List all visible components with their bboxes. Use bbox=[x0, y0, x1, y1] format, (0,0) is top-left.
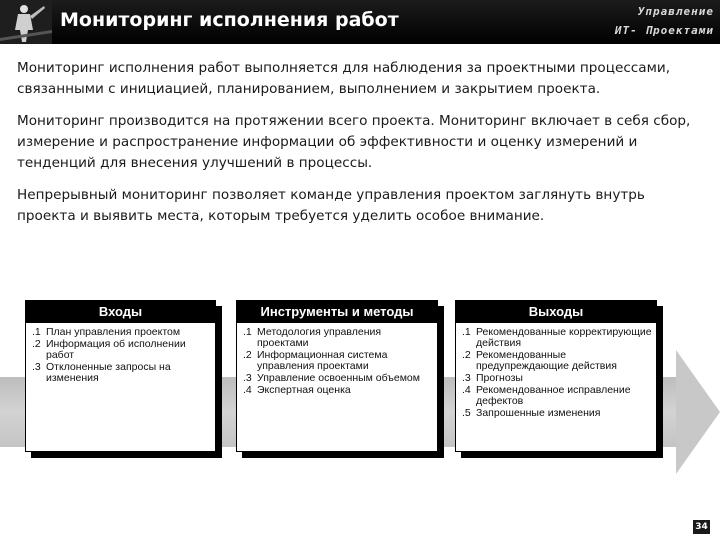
logo-figure-icon bbox=[0, 0, 52, 44]
outputs-panel-title: Выходы bbox=[456, 301, 656, 323]
item-text: Прогнозы bbox=[476, 372, 523, 384]
body-text bbox=[17, 58, 707, 238]
item-number: .4 bbox=[462, 384, 471, 396]
item-text: Экспертная оценка bbox=[257, 384, 351, 396]
item-text: Информация об исполнении работ bbox=[46, 338, 186, 361]
item-text: Управление освоенным объемом bbox=[257, 372, 420, 384]
process-arrow-head bbox=[676, 350, 720, 474]
page-number: 34 bbox=[693, 520, 710, 534]
list-item bbox=[462, 373, 652, 384]
item-text: План управления проектом bbox=[46, 326, 181, 338]
list-item bbox=[243, 385, 433, 396]
header-bar bbox=[0, 0, 720, 44]
logo bbox=[0, 0, 52, 44]
item-text: Рекомендованные предупреждающие действия bbox=[476, 349, 617, 372]
item-text: Рекомендованное исправление дефектов bbox=[476, 384, 631, 407]
item-text: Методология управления проектами bbox=[257, 326, 382, 349]
item-text: Информационная система управления проектами bbox=[257, 349, 388, 372]
item-text: Отклоненные запросы на изменения bbox=[46, 361, 171, 384]
tools-panel-title: Инструменты и методы bbox=[237, 301, 437, 323]
paragraph-1: Мониторинг исполнения работ выполняется для наблюдения за проектными процессами, связанными с инициацией, планированием, выполнением и закрытием проекта. bbox=[17, 60, 671, 97]
paragraph-3: Непрерывный мониторинг позволяет команде управления проектом заглянуть внутрь проекта и выявить места, которым требуется уделить особое внимание. bbox=[17, 187, 645, 224]
item-number: .2 bbox=[462, 349, 471, 361]
item-number: .3 bbox=[462, 372, 471, 384]
paragraph-2: Мониторинг производится на протяжении всего проекта. Мониторинг включает в себя сбор, измерение и распространение информации об эффективности и оценку измерений и тенденций для внесения улучшений в процессы. bbox=[17, 113, 691, 171]
brand-line-1: Управление bbox=[637, 5, 714, 18]
list-item bbox=[32, 327, 211, 338]
list-item bbox=[462, 385, 652, 407]
item-number: .2 bbox=[243, 349, 252, 361]
page-title: Мониторинг исполнения работ bbox=[60, 9, 399, 31]
inputs-list bbox=[26, 327, 215, 384]
item-number: .1 bbox=[243, 326, 252, 338]
item-text: Запрошенные изменения bbox=[476, 407, 601, 419]
item-number: .2 bbox=[32, 338, 41, 350]
brand-text bbox=[615, 2, 714, 40]
outputs-list bbox=[456, 327, 656, 419]
list-item bbox=[32, 339, 211, 361]
tools-panel bbox=[236, 300, 438, 452]
item-number: .3 bbox=[32, 361, 41, 373]
item-number: .3 bbox=[243, 372, 252, 384]
item-text: Рекомендованные корректирующие действия bbox=[476, 326, 652, 349]
inputs-panel bbox=[25, 300, 216, 452]
list-item bbox=[32, 362, 211, 384]
item-number: .5 bbox=[462, 407, 471, 419]
item-number: .4 bbox=[243, 384, 252, 396]
item-number: .1 bbox=[32, 326, 41, 338]
outputs-panel bbox=[455, 300, 657, 452]
item-number: .1 bbox=[462, 326, 471, 338]
list-item bbox=[243, 350, 433, 372]
tools-list bbox=[237, 327, 437, 396]
list-item bbox=[462, 327, 652, 349]
list-item bbox=[462, 408, 652, 419]
list-item bbox=[243, 327, 433, 349]
inputs-panel-title: Входы bbox=[26, 301, 215, 323]
list-item bbox=[243, 373, 433, 384]
list-item bbox=[462, 350, 652, 372]
brand-line-2: ИТ- Проектами bbox=[614, 24, 714, 37]
